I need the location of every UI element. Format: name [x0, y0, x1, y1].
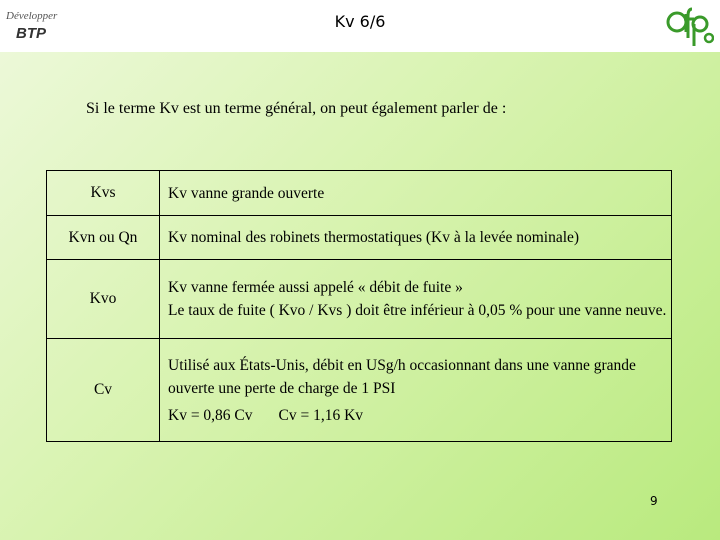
term-cell: Kvs: [47, 171, 160, 216]
header-bar: [0, 0, 720, 52]
table-row: [47, 339, 672, 442]
definition-cell: [160, 260, 672, 339]
definition-line: Kv vanne grande ouverte: [168, 184, 325, 202]
logo-left-line1: Développer: [6, 10, 58, 22]
formula-line: [168, 404, 671, 427]
page-title: Kv 6/6: [334, 12, 386, 31]
logo-left-line2: BTP: [16, 25, 46, 42]
definition-line: Kv nominal des robinets thermostatiques (Kv à la levée nominale): [168, 229, 580, 246]
page-number: 9: [650, 494, 658, 508]
kv-table: [46, 170, 672, 442]
table-row: [47, 216, 672, 260]
formula-kv: Kv = 0,86 Cv: [168, 406, 253, 424]
definition-line: Utilisé aux États-Unis, débit en USg/h occasionnant dans une vanne grande ouverte une perte de charge de 1 PSI: [168, 356, 636, 397]
intro-text: Si le terme Kv est un terme général, on peut également parler de :: [86, 100, 507, 117]
term-cell: Cv: [47, 339, 160, 442]
afpa-logo: [662, 4, 714, 50]
table-row: [47, 171, 672, 216]
definition-cell: [160, 339, 672, 442]
definition-cell: [160, 216, 672, 260]
definition-line: Kv vanne fermée aussi appelé « débit de fuite »: [168, 279, 463, 296]
term-cell: Kvn ou Qn: [47, 216, 160, 260]
definition-line: Le taux de fuite ( Kvo / Kvs ) doit être inférieur à 0,05 % pour une vanne neuve.: [168, 302, 667, 319]
table-row: [47, 260, 672, 339]
formula-cv: Cv = 1,16 Kv: [278, 406, 364, 424]
definition-cell: [160, 171, 672, 216]
term-cell: Kvo: [47, 260, 160, 339]
